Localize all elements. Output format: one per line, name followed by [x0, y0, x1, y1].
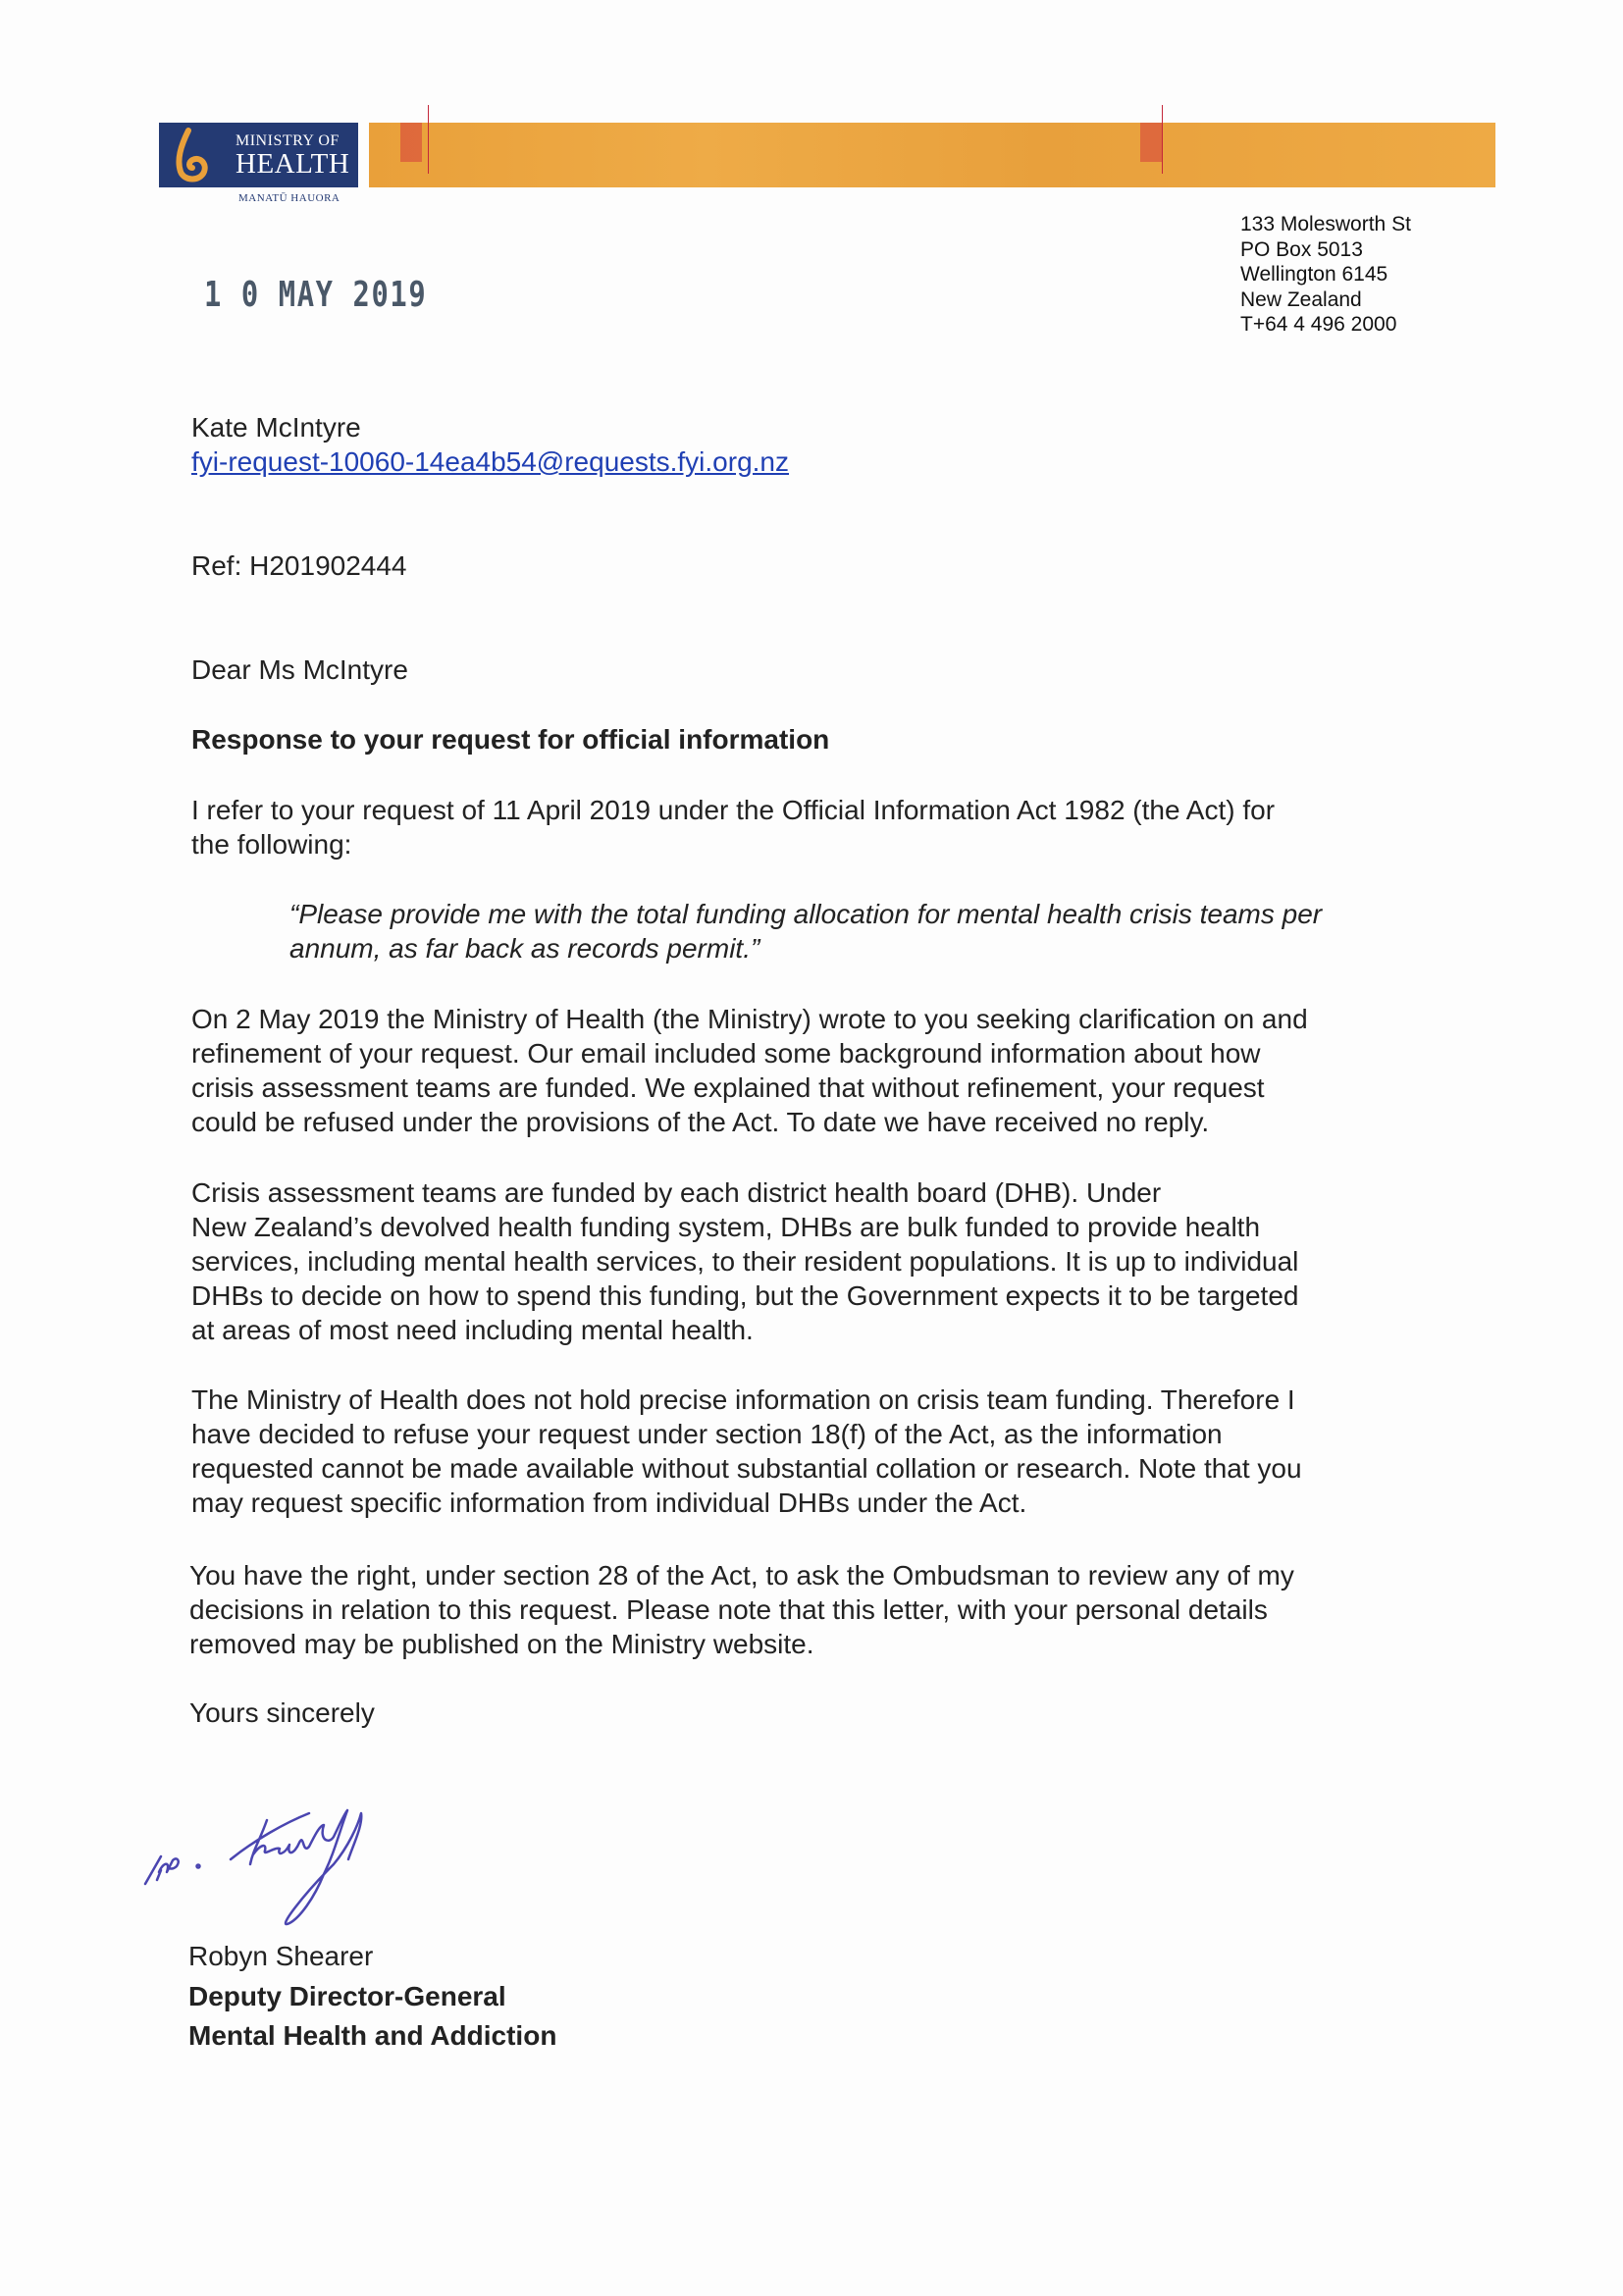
signatory-title: Deputy Director-General [188, 1981, 506, 2011]
signatory-name: Robyn Shearer [188, 1941, 374, 1971]
paragraph-clarification [191, 1002, 1308, 1139]
text-line: may request specific information from individual DHBs under the Act. [191, 1487, 1027, 1518]
text-line: “Please provide me with the total funding allocation for mental health crisis teams per [289, 899, 1323, 929]
address-line: T+64 4 496 2000 [1240, 313, 1397, 336]
text-line: I refer to your request of 11 April 2019 under the Official Information Act 1982 (the Act) for [191, 795, 1276, 825]
reference-number: Ref: H201902444 [191, 550, 407, 581]
text-line: New Zealand’s devolved health funding system, DHBs are bulk funded to provide health [191, 1212, 1261, 1242]
recipient-name: Kate McIntyre [191, 412, 361, 443]
salutation: Dear Ms McIntyre [191, 654, 408, 685]
quoted-request [289, 897, 1322, 965]
text-line: refinement of your request. Our email included some background information about how [191, 1038, 1261, 1069]
text-line: requested cannot be made available without substantial collation or research. Note that you [191, 1453, 1302, 1484]
koru-logo-icon [167, 127, 216, 183]
text-line: annum, as far back as records permit.” [289, 933, 760, 964]
logo-line-2: HEALTH [236, 148, 350, 180]
address-line: PO Box 5013 [1240, 237, 1363, 261]
address-line: Wellington 6145 [1240, 263, 1388, 286]
text-line: DHBs to decide on how to spend this funding, but the Government expects it to be targeted [191, 1280, 1299, 1311]
sender-address [1240, 212, 1411, 338]
closing: Yours sincerely [189, 1697, 375, 1728]
address-line: 133 Molesworth St [1240, 213, 1411, 235]
text-line: at areas of most need including mental health. [191, 1315, 754, 1345]
logo-line-1: MINISTRY OF [236, 132, 340, 149]
text-line: could be refused under the provisions of the Act. To date we have received no reply. [191, 1107, 1210, 1137]
paragraph-ombudsman [189, 1558, 1294, 1661]
text-line: decisions in relation to this request. Please note that this letter, with your personal details [189, 1594, 1268, 1625]
date-stamp: 1 0 MAY 2019 [204, 275, 428, 315]
text-line: removed may be published on the Ministry website. [189, 1629, 814, 1659]
text-line: services, including mental health services, to their resident populations. It is up to individual [191, 1246, 1299, 1277]
text-line: On 2 May 2019 the Ministry of Health (the Ministry) wrote to you seeking clarification on and [191, 1004, 1308, 1034]
subject-heading: Response to your request for official information [191, 724, 830, 755]
signatory-unit: Mental Health and Addiction [188, 2020, 557, 2051]
text-line: the following: [191, 829, 352, 860]
text-line: You have the right, under section 28 of the Act, to ask the Ombudsman to review any of my [189, 1560, 1294, 1591]
ministry-of-health-logo [159, 123, 358, 187]
paragraph-funding [191, 1175, 1298, 1347]
paragraph-refusal [191, 1383, 1302, 1520]
recipient-email-link[interactable]: fyi-request-10060-14ea4b54@requests.fyi.org.nz [191, 446, 789, 477]
text-line: The Ministry of Health does not hold precise information on crisis team funding. Therefore I [191, 1384, 1295, 1415]
logo-subtitle: MANATŪ HAUORA [238, 192, 340, 204]
letterhead-banner [369, 123, 1495, 187]
paragraph-request [191, 793, 1275, 861]
address-line: New Zealand [1240, 287, 1362, 311]
text-line: crisis assessment teams are funded. We explained that without refinement, your request [191, 1072, 1265, 1103]
text-line: have decided to refuse your request under section 18(f) of the Act, as the information [191, 1419, 1223, 1449]
signature [137, 1786, 461, 1933]
text-line: Crisis assessment teams are funded by each district health board (DHB). Under [191, 1177, 1162, 1208]
